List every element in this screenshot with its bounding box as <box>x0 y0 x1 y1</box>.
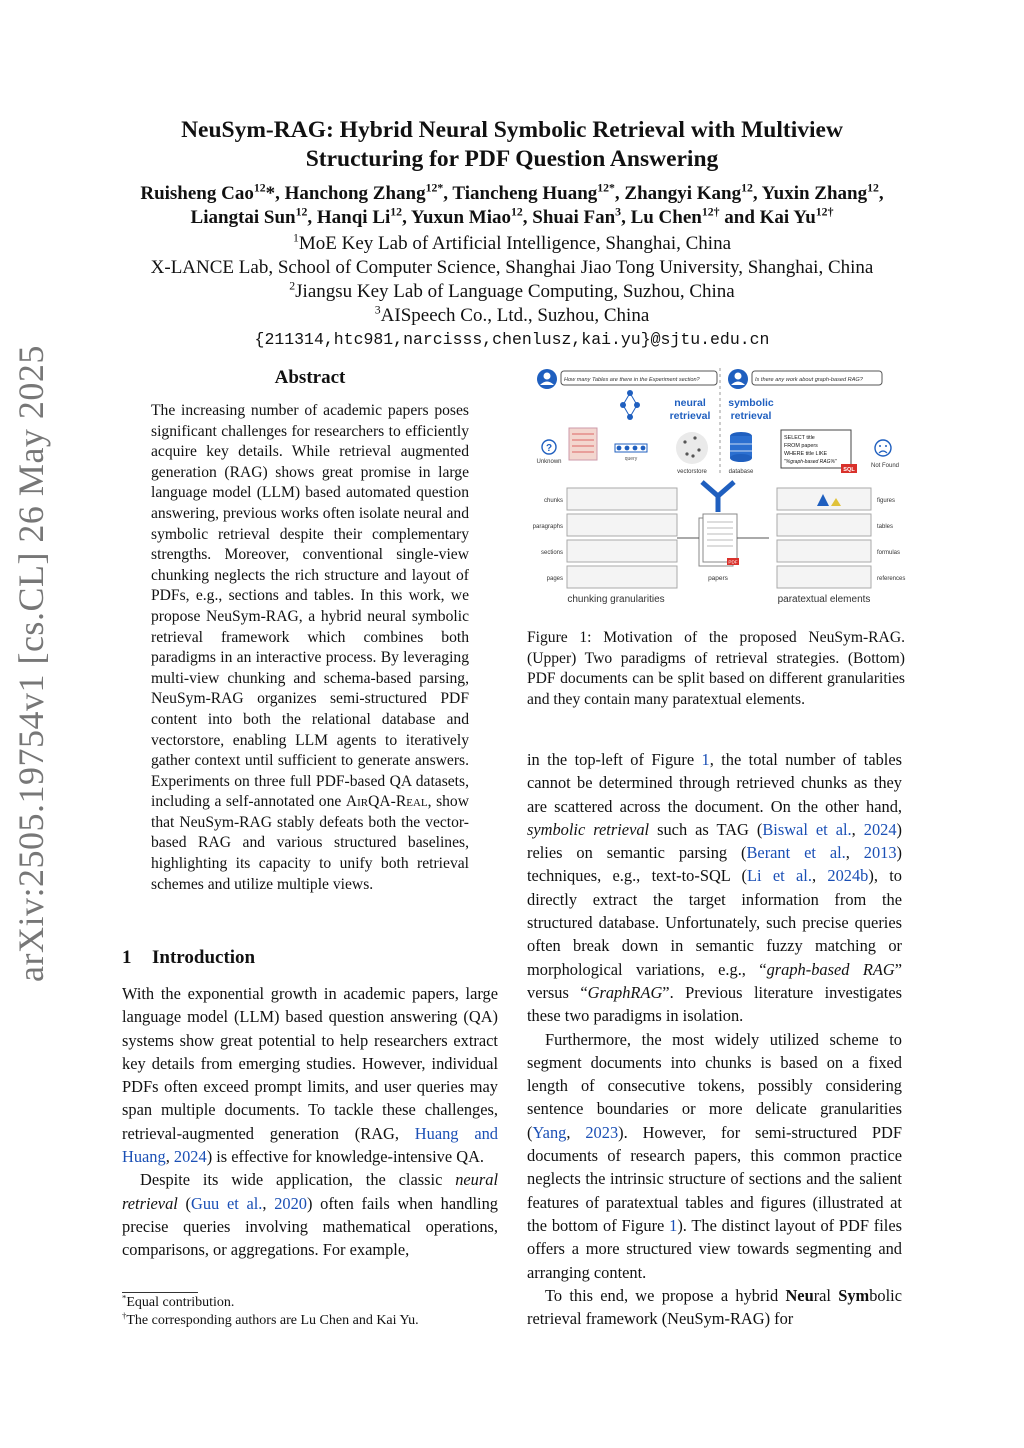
text: , <box>845 843 864 863</box>
citation-link[interactable]: Li et al. <box>746 866 812 886</box>
papers-label: papers <box>708 575 728 582</box>
text: such as TAG ( <box>649 819 763 839</box>
sql-line: "%graph-based RAG%" <box>784 459 837 465</box>
abstract-text: The increasing number of academic papers poses significant challenges for researchers to efficiently acquire key details. While retrieval augmented generation (RAG) shows great promise in large language model (LLM) based automated question answering, previous works often isolate neural and symbolic retrieval despite their complementary strengths. Moreover, conventional single-view chunking neglects the rich structure and layout of PDFs, e.g., sections and tables. In this work, we propose NeuSym-RAG, a hybrid neural symbolic retrieval framework which combines both paradigms in an interactive process. By leveraging multi-view chunking and schema-based parsing, NeuSym-RAG organizes semi-structured PDF content into both the relational database and vectorstore, enabling LLM agents to iteratively gather context until sufficient to generate answers. Experiments on three full PDF-based QA datasets, including a self-annotated one <box>151 402 469 811</box>
citation-link[interactable]: Yang <box>532 1122 567 1142</box>
author-affiliation-marker: 12* <box>597 181 615 195</box>
affiliation-text: AISpeech Co., Ltd., Suzhou, China <box>380 305 650 326</box>
footnote-marker: * <box>122 1292 127 1303</box>
database-icon <box>730 432 752 462</box>
author-separator: , <box>307 207 317 228</box>
text: ) often fails when handling precise queries involving mathematical operations, comparisons, or aggregations. For example, <box>122 1193 498 1260</box>
affiliation-1b: X-LANCE Lab, School of Computer Science, Shanghai Jiao Tong University, Shanghai, China <box>150 257 874 278</box>
granularity-label: pages <box>546 576 563 582</box>
text: ), to directly extract the target information from the structured database. Unfortunately, such precise queries often break down in semantic fuzzy matching or morphological variations, e.g., “ <box>527 866 902 979</box>
footnotes <box>122 1294 502 1330</box>
text: ral <box>813 1285 839 1305</box>
author-separator: , <box>522 207 533 228</box>
emphasis: graph-based RAG <box>766 959 895 979</box>
user-icon <box>537 369 557 389</box>
author-separator: , <box>621 207 631 228</box>
affiliations <box>90 232 934 328</box>
paragraph <box>122 1168 498 1261</box>
text: ” versus “ <box>527 959 902 1002</box>
text: , <box>165 1147 174 1167</box>
vectorstore-icon <box>676 432 708 464</box>
section-heading <box>122 947 255 969</box>
affiliation-text: Jiangsu Key Lab of Language Computing, Suzhou, China <box>295 281 735 302</box>
sad-face-icon <box>875 440 891 456</box>
question-text: Is there any work about graph-based RAG? <box>755 377 863 383</box>
paratextual-element-panels <box>777 488 871 588</box>
author-affiliation-marker: 12† <box>815 205 834 219</box>
author-name: Yuxun Miao <box>410 207 511 228</box>
bold-text: Neu <box>785 1285 814 1305</box>
dataset-name: AirQA-Real <box>345 793 428 811</box>
unknown-label: Unknown <box>536 459 562 465</box>
bold-text: Sym <box>838 1285 870 1305</box>
citation-year-link[interactable]: 2013 <box>863 843 897 863</box>
footnote-2 <box>122 1312 502 1330</box>
citation-link[interactable]: Huang and Huang <box>122 1123 498 1167</box>
paratext-label: references <box>877 576 906 582</box>
text: bolic retrieval framework (NeuSym-RAG) for <box>527 1285 902 1329</box>
author-separator: and <box>719 207 760 228</box>
retrieved-chunks-icon <box>569 428 597 460</box>
pdf-badge-label: PDF <box>728 559 738 565</box>
citation-year-link[interactable]: 2024b <box>827 866 869 886</box>
author-list <box>90 182 934 230</box>
author-affiliation-marker: 12* <box>425 181 444 195</box>
affiliation-2 <box>90 280 934 304</box>
neural-retrieval-label: neural retrieval <box>669 397 711 422</box>
text: With the exponential growth in academic papers, large language model (LLM) based question answering (QA) systems show great potential to help researchers extract key details from emerging studies. However, individual PDFs often exceed prompt limits, and user queries may span multiple documents. To tackle these challenges, retrieval-augmented generation (RAG, <box>122 984 498 1143</box>
text: To this end, we propose a hybrid <box>545 1285 786 1305</box>
chunking-caption: chunking granularities <box>567 594 665 605</box>
author-line-1 <box>90 182 934 206</box>
footnote-text: The corresponding authors are Lu Chen and Kai Yu. <box>126 1313 419 1328</box>
paragraph <box>527 748 902 1028</box>
author-name: Liangtai Sun <box>190 207 296 228</box>
text: ( <box>177 1193 192 1213</box>
intro-left-column <box>122 982 498 1262</box>
section-number: 1 <box>122 947 132 968</box>
author-name: Ruisheng Cao <box>140 183 254 204</box>
text: ) is effective for knowledge-intensive QA. <box>206 1147 485 1167</box>
affiliation-1 <box>90 232 934 256</box>
author-name: Tiancheng Huang <box>452 183 598 204</box>
paratext-label: figures <box>877 498 896 504</box>
paragraph <box>527 1284 902 1331</box>
database-label: database <box>728 469 754 475</box>
abstract-body <box>151 401 469 895</box>
affiliation-marker: 1 <box>292 231 299 245</box>
arxiv-identifier: arXiv:2505.19754v1 [cs.CL] 26 May 2025 <box>11 345 51 982</box>
text: , <box>262 1193 275 1213</box>
author-name: Hanqi Li <box>316 207 391 228</box>
emphasis: GraphRAG <box>587 982 663 1002</box>
chunking-granularity-panels <box>567 488 677 588</box>
text: ”. Previous literature investigates these two paradigms in isolation. <box>527 982 902 1026</box>
sql-line: SELECT title <box>784 435 815 441</box>
abstract-text: , show that NeuSym-RAG stably defeats both the vector-based RAG and various structured baselines, highlighting its capacity to unify both retrieval schemes and utilize multiple views. <box>151 793 469 893</box>
footnote-rule <box>122 1292 198 1293</box>
svg-text:?: ? <box>545 443 553 454</box>
caption-text: Motivation of the proposed NeuSym-RAG. (Upper) Two paradigms of retrieval strategies. (Bottom) PDF documents can be split based on different granularities and they contain many paratextual elements. <box>527 629 905 708</box>
granularity-label: paragraphs <box>532 524 563 530</box>
figure-1-graphic <box>527 366 911 618</box>
sql-line: FROM papers <box>784 443 818 449</box>
author-name: Shuai Fan <box>532 207 616 228</box>
figure-ref-link[interactable]: 1 <box>669 1215 678 1235</box>
abstract-heading: Abstract <box>274 367 346 388</box>
granularity-label: chunks <box>543 498 563 504</box>
author-affiliation-marker: 12 <box>511 205 523 219</box>
text: Furthermore, the most widely utilized scheme to segment documents into chunks is based on a fixed length of consecutive tokens, possibly considering sentence boundaries or more delicate granularities ( <box>527 1029 902 1142</box>
paragraph <box>122 982 498 1168</box>
text: , <box>566 1122 586 1142</box>
question-text: How many Tables are there in the Experiment section? <box>564 377 700 383</box>
text: , <box>811 866 828 886</box>
author-emails: {211314,htc981,narcisss,chenlusz,kai.yu}@sjtu.edu.cn <box>254 330 770 349</box>
author-name: Zhangyi Kang <box>624 183 742 204</box>
author-affiliation-marker: 3 <box>615 205 622 219</box>
author-affiliation-marker: 12 <box>253 181 266 195</box>
emphasis: neural retrieval <box>122 1170 498 1213</box>
neural-network-icon <box>620 390 640 420</box>
text: ). However, for semi-structured PDF documents of research papers, this common practice neglects the intrinsic structure of sections and the salient features of paratextual tables and figures (illustrated at the bottom of Figure <box>527 1122 902 1235</box>
not-found-label: Not Found <box>870 463 900 469</box>
granularity-label: sections <box>540 550 563 556</box>
merge-arrow <box>702 482 734 496</box>
question-mark-icon <box>542 440 556 454</box>
author-separator: , <box>614 183 625 204</box>
title-line-1: NeuSym-RAG: Hybrid Neural Symbolic Retrieval with Multiview <box>181 117 843 143</box>
author-separator: *, <box>265 183 285 204</box>
citation-link[interactable]: Guu et al. <box>191 1193 263 1213</box>
affiliation-text: MoE Key Lab of Artificial Intelligence, Shanghai, China <box>298 233 732 254</box>
affiliation-3 <box>90 304 934 328</box>
text: ). The distinct layout of PDF files offers a more structured view towards segmenting and arranging content. <box>527 1215 903 1282</box>
author-separator: , <box>443 183 453 204</box>
author-separator: , <box>752 183 762 204</box>
citation-year-link[interactable]: 2020 <box>274 1193 307 1213</box>
text: , the total number of tables cannot be determined through retrieved chunks as they are scattered across the document. On the other hand, <box>527 750 902 816</box>
author-separator: , <box>878 183 884 204</box>
author-separator: , <box>402 207 411 228</box>
footnote-text: Equal contribution. <box>126 1295 235 1310</box>
sql-badge-label: SQL <box>843 467 855 473</box>
author-line-2 <box>90 206 934 230</box>
caption-label: Figure 1: <box>527 629 592 646</box>
user-icon <box>728 369 748 389</box>
citation-year-link[interactable]: 2024 <box>863 819 897 839</box>
sql-line: WHERE title LIKE <box>784 451 828 457</box>
affiliation-marker: 3 <box>374 303 381 317</box>
affiliation-marker: 2 <box>289 279 296 293</box>
figure-ref-link[interactable]: 1 <box>701 750 710 769</box>
text: ) techniques, e.g., text-to-SQL ( <box>527 843 903 886</box>
citation-year-link[interactable]: 2023 <box>585 1122 619 1142</box>
citation-link[interactable]: Biswal et al. <box>762 819 852 839</box>
vectorstore-label: vectorstore <box>677 469 707 475</box>
section-title: Introduction <box>152 947 256 968</box>
author-affiliation-marker: 12† <box>701 205 720 219</box>
paper-title <box>100 116 924 174</box>
figure-1 <box>527 366 911 618</box>
symbolic-retrieval-label: symbolic retrieval <box>728 397 774 422</box>
author-name: Hanchong Zhang <box>284 183 426 204</box>
paratext-label: formulas <box>877 550 901 556</box>
query-label: query <box>624 456 638 462</box>
footnote-1 <box>122 1294 502 1312</box>
title-line-2: Structuring for PDF Question Answering <box>305 146 719 172</box>
text: Despite its wide application, the classic <box>140 1170 456 1190</box>
paragraph <box>527 1028 902 1284</box>
text: ) relies on semantic parsing ( <box>527 819 903 863</box>
author-affiliation-marker: 12 <box>741 181 753 195</box>
emphasis: symbolic retrieval <box>527 819 650 839</box>
text: in the top-left of Figure <box>527 750 702 769</box>
paratextual-caption: paratextual elements <box>777 594 871 605</box>
intro-right-column <box>527 748 902 1330</box>
author-affiliation-marker: 12 <box>390 205 403 219</box>
figure-1-caption <box>527 628 905 710</box>
author-affiliation-marker: 12 <box>867 181 879 195</box>
author-name: Yuxin Zhang <box>761 183 868 204</box>
author-affiliation-marker: 12 <box>295 205 308 219</box>
paratext-label: tables <box>877 524 894 530</box>
author-name: Lu Chen <box>630 207 702 228</box>
query-vector-icon <box>615 444 647 452</box>
text: , <box>851 819 864 839</box>
citation-link[interactable]: Berant et al. <box>746 843 846 863</box>
citation-year-link[interactable]: 2024 <box>173 1147 207 1167</box>
author-name: Kai Yu <box>759 207 816 228</box>
footnote-marker: † <box>122 1310 127 1321</box>
